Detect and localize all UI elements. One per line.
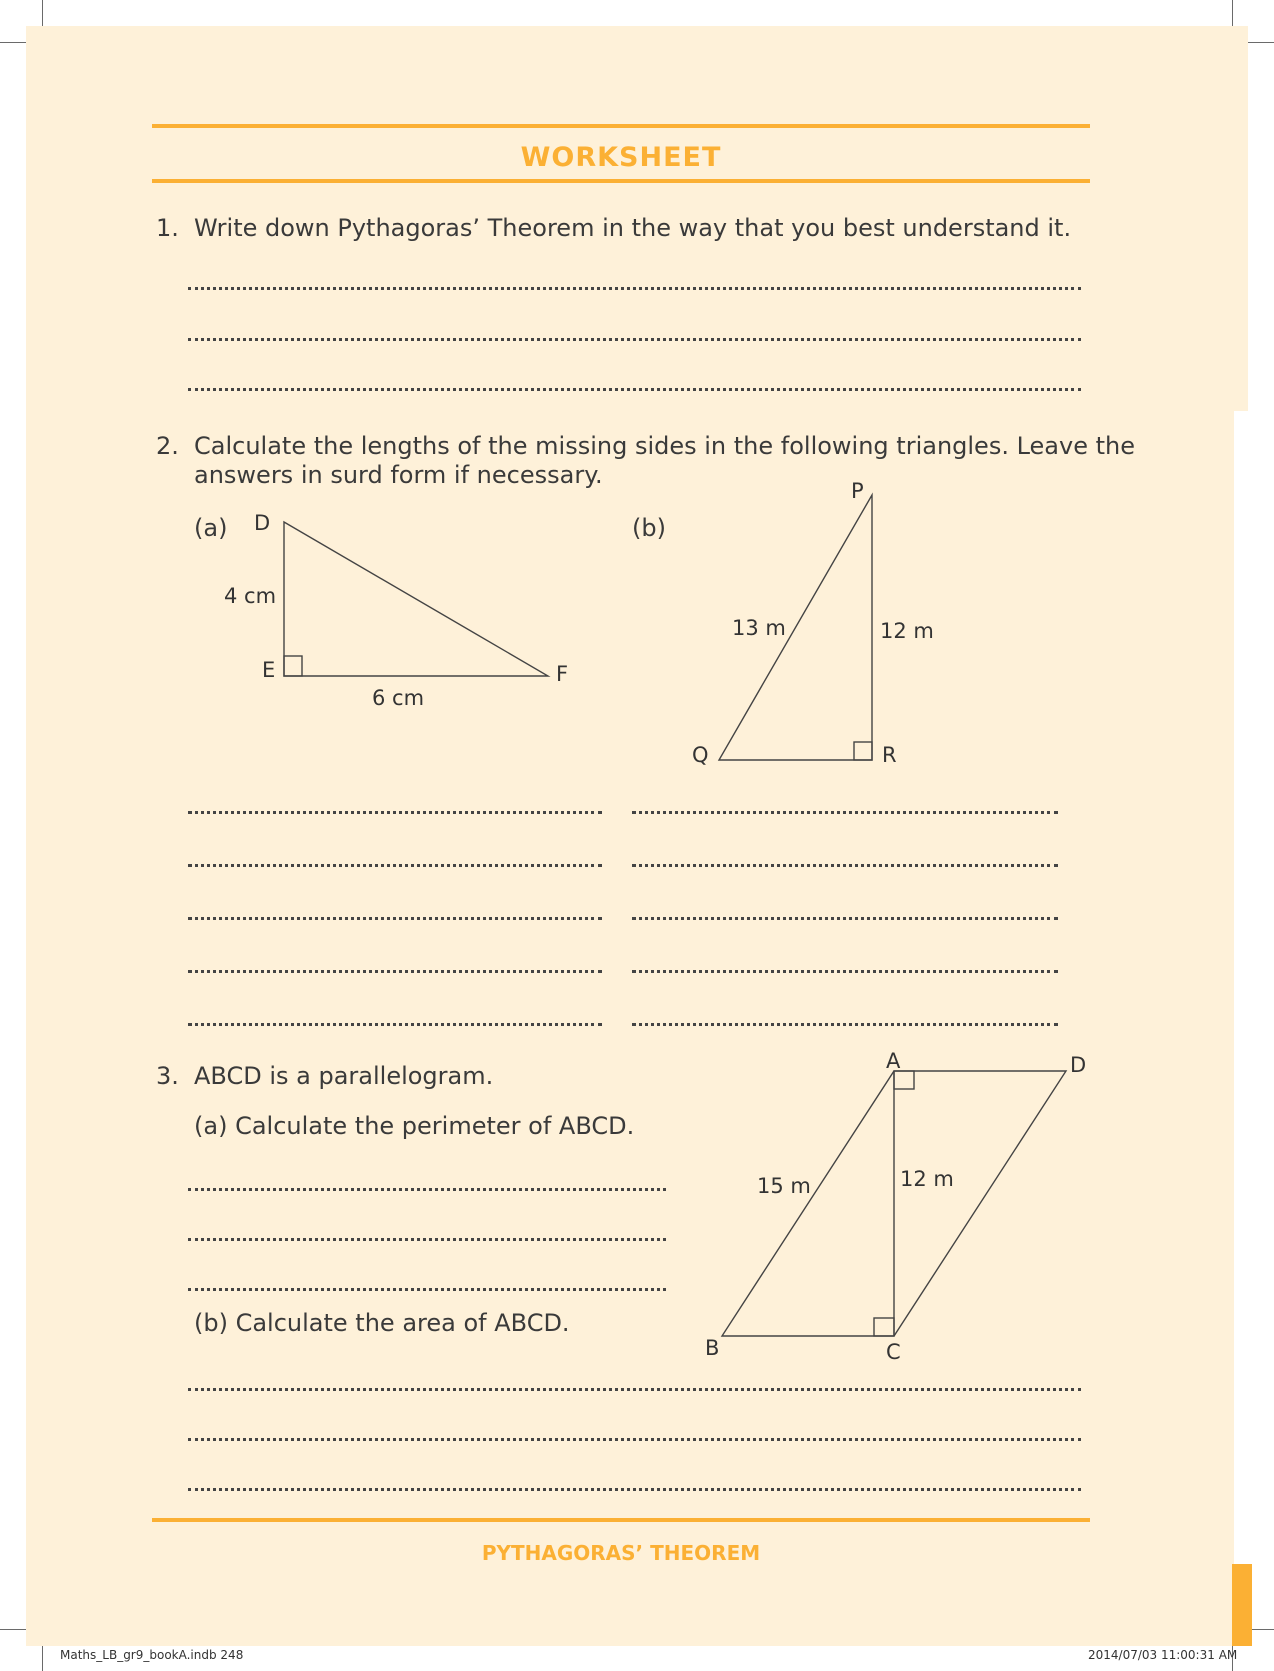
print-slug-timestamp: 2014/07/03 11:00:31 AM [1088,1648,1238,1662]
right-angle-marker-r [854,742,872,760]
vertex-q: Q [692,743,709,767]
question-2-text-line2: answers in surd form if necessary. [194,461,603,489]
question-3b-text: (b) Calculate the area of ABCD. [194,1309,570,1337]
question-1-text: Write down Pythagoras’ Theorem in the way that you best understand it. [194,214,1072,242]
question-3-text: ABCD is a parallelogram. [194,1062,494,1090]
vertex-b: B [705,1336,720,1360]
answer-line [188,1188,666,1191]
answer-line [188,811,602,814]
right-angle-marker-e [284,656,302,676]
question-3a-text: (a) Calculate the perimeter of ABCD. [194,1112,635,1140]
answer-line [632,1023,1058,1026]
vertex-e: E [262,658,276,682]
vertex-d: D [254,511,271,535]
question-1-number: 1. [156,214,179,242]
side-ab-length: 15 m [757,1174,811,1198]
answer-line [632,917,1058,920]
side-pr-length: 12 m [880,619,934,643]
right-angle-marker-c [874,1318,894,1336]
vertex-c: C [886,1340,901,1364]
answer-line [188,1438,1081,1441]
question-2-text-line1: Calculate the lengths of the missing sides in the following triangles. Leave the [194,432,1135,460]
print-slug-file: Maths_LB_gr9_bookA.indb 248 [60,1648,244,1662]
side-ef-length: 6 cm [372,686,425,710]
triangle-def [284,522,548,676]
side-pq-length: 13 m [732,616,786,640]
answer-line [188,864,602,867]
answer-line [632,970,1058,973]
vertex-p: P [851,479,864,503]
answer-line [188,970,602,973]
answer-line [188,1288,666,1291]
right-angle-marker-a [894,1071,914,1089]
vertex-r: R [882,743,897,767]
answer-line [188,1023,602,1026]
footer-rule [152,1518,1090,1522]
page-title: WORKSHEET [520,142,722,173]
vertex-f: F [556,662,569,686]
part-b-label: (b) [632,514,666,542]
side-de-length: 4 cm [224,584,277,608]
vertex-d: D [1070,1053,1087,1077]
side-ac-length: 12 m [900,1167,954,1191]
answer-line [188,1238,666,1241]
question-2-number: 2. [156,432,179,460]
answer-line [188,917,602,920]
answer-line [188,1488,1081,1491]
answer-line [188,1388,1081,1391]
answer-line [632,811,1058,814]
chapter-footer: PYTHAGORAS’ THEOREM [481,1541,761,1565]
vertex-a: A [886,1049,901,1073]
answer-line [632,864,1058,867]
question-3-number: 3. [156,1062,179,1090]
part-a-label: (a) [194,514,228,542]
